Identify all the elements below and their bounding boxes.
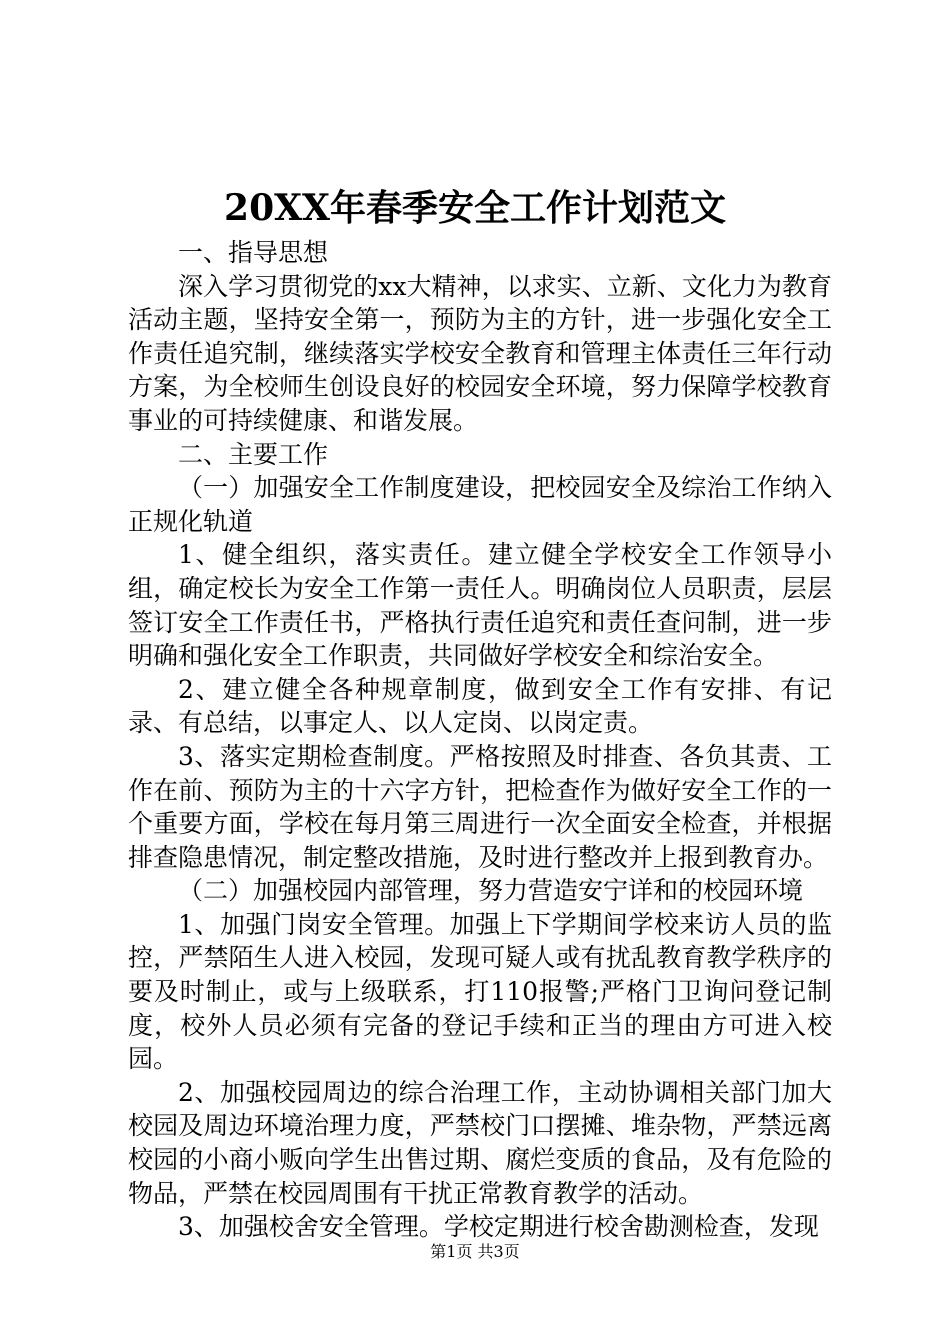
subsection-heading-1: （一）加强安全工作制度建设，把校园安全及综治工作纳入正规化轨道 <box>128 473 832 536</box>
paragraph-item-2-3: 3、加强校舍安全管理。学校定期进行校舍勘测检查，发现 <box>178 1212 819 1242</box>
paragraph-item-2-1: 1、加强门岗安全管理。加强上下学期间学校来访人员的监控，严禁陌生人进入校园，发现可疑人或有扰乱教育教学秩序的要及时制止，或与上级联系，打110报警;严格门卫询问登记制度，校外人员必须有完备的登记手续和正当的理由方可进入校园。 <box>128 909 832 1074</box>
paragraph-item-2-2: 2、加强校园周边的综合治理工作，主动协调相关部门加大校园及周边环境治理力度，严禁校门口摆摊、堆杂物，严禁远离校园的小商小贩向学生出售过期、腐烂变质的食品，及有危险的物品，严禁在校园周围有干扰正常教育教学的活动。 <box>128 1077 832 1208</box>
paragraph-item-1-2: 2、建立健全各种规章制度，做到安全工作有安排、有记录、有总结，以事定人、以人定岗、以岗定责。 <box>128 674 832 738</box>
paragraph-item-1-1: 1、健全组织，落实责任。建立健全学校安全工作领导小组，确定校长为安全工作第一责任人。明确岗位人员职责，层层签订安全工作责任书，严格执行责任追究和责任查问制，进一步明确和强化安全工作职责，共同做好学校安全和综治安全。 <box>128 540 832 671</box>
document-title: 20XX年春季安全工作计划范文 <box>224 187 726 229</box>
section-heading-main-work: 二、主要工作 <box>178 439 329 469</box>
paragraph-item-1-3: 3、落实定期检查制度。严格按照及时排查、各负其责、工作在前、预防为主的十六字方针，把检查作为做好安全工作的一个重要方面，学校在每月第三周进行一次全面安全检查，并根据排查隐患情况，制定整改措施，及时进行整改并上报到教育办。 <box>128 741 832 872</box>
section-heading-guiding-ideology: 一、指导思想 <box>178 238 329 267</box>
subsection-heading-2: （二）加强校园内部管理，努力营造安宁详和的校园环境 <box>178 876 804 906</box>
paragraph-guiding-ideology: 深入学习贯彻党的xx大精神，以求实、立新、文化力为教育活动主题，坚持安全第一，预防为主的方针，进一步强化安全工作责任追究制，继续落实学校安全教育和管理主体责任三年行动方案，为全校师生创设良好的校园安全环境，努力保障学校教育事业的可持续健康、和谐发展。 <box>128 271 832 435</box>
page-number-footer: 第1页 共3页 <box>430 1242 520 1261</box>
document-body <box>128 236 832 1244</box>
